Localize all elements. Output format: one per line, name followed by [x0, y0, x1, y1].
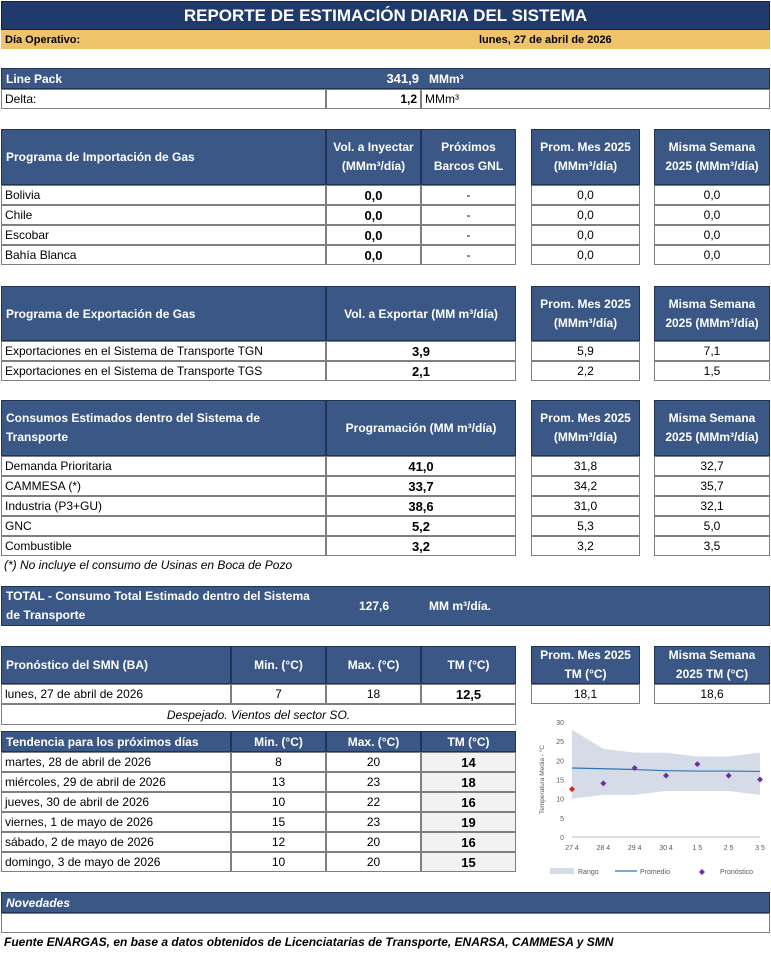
importacion-header: Programa de Importación de Gas	[1, 129, 326, 185]
x-tick-label: 3 5	[755, 845, 765, 852]
total-value: 127,6	[359, 599, 390, 613]
export-row-vol: 2,1	[326, 361, 516, 381]
tendencia-row-min: 12	[231, 832, 326, 852]
tendencia-row-tm: 15	[421, 852, 516, 872]
delta-unit: MMm³	[421, 89, 770, 109]
tendencia-row-min: 10	[231, 852, 326, 872]
consumo-row-sem: 32,1	[654, 496, 770, 516]
linepack-unit: MMm³	[429, 71, 464, 86]
y-tick-label: 25	[556, 739, 564, 747]
consumo-row-sem: 32,7	[654, 456, 770, 476]
linepack-label: Line Pack	[6, 71, 63, 86]
export-row-name: Exportaciones en el Sistema de Transporte TGN	[1, 341, 326, 361]
x-tick-label: 28 4	[596, 845, 611, 852]
dia-operativo-value: lunes, 27 de abril de 2026	[479, 33, 612, 46]
export-row-name: Exportaciones en el Sistema de Transporte TGS	[1, 361, 326, 381]
consumos-col-prog: Programación (MM m³/día)	[326, 400, 516, 456]
pronostico-header: Pronóstico del SMN (BA)	[1, 646, 231, 684]
pronostico-max: 18	[326, 684, 421, 704]
total-unit: MM m³/día.	[429, 599, 491, 613]
pronostico-sem: 18,6	[654, 684, 770, 704]
import-row-prom: 0,0	[531, 225, 640, 245]
tendencia-row-max: 22	[326, 792, 421, 812]
consumo-row-sem: 3,5	[654, 536, 770, 556]
linepack-value: 341,9	[386, 71, 419, 86]
import-row-vol: 0,0	[326, 185, 421, 205]
legend-pronostico-swatch	[699, 869, 705, 875]
novedades-header: Novedades	[1, 892, 770, 913]
pronostico-col-prom: Prom. Mes 2025 TM (°C)	[531, 646, 640, 684]
total-row	[1, 586, 770, 626]
exportacion-col-sem: Misma Semana 2025 (MMm³/día)	[654, 286, 770, 341]
export-row-sem: 7,1	[654, 341, 770, 361]
delta-value: 1,2	[326, 89, 421, 109]
import-row-vol: 0,0	[326, 205, 421, 225]
y-tick-label: 30	[556, 720, 564, 727]
consumos-col-sem: Misma Semana 2025 (MMm³/día)	[654, 400, 770, 456]
y-axis-label: Temperatura Media - °C	[539, 744, 546, 815]
export-row-vol: 3,9	[326, 341, 516, 361]
delta-label: Delta:	[1, 89, 326, 109]
export-row-sem: 1,5	[654, 361, 770, 381]
x-tick-label: 2 5	[723, 845, 734, 852]
consumo-row-vol: 41,0	[326, 456, 516, 476]
y-tick-label: 15	[556, 777, 564, 785]
import-row-sem: 0,0	[654, 245, 770, 265]
tendencia-row-tm: 18	[421, 772, 516, 792]
consumo-row-prom: 31,0	[531, 496, 640, 516]
consumo-row-name: CAMMESA (*)	[1, 476, 326, 496]
page-title: REPORTE DE ESTIMACIÓN DIARIA DEL SISTEMA	[1, 1, 770, 30]
consumo-row-prom: 31,8	[531, 456, 640, 476]
pronostico-desc: Despejado. Vientos del sector SO.	[1, 704, 516, 725]
tendencia-row-tm: 16	[421, 832, 516, 852]
exportacion-header: Programa de Exportación de Gas	[1, 286, 326, 341]
importacion-col-vol: Vol. a Inyectar (MMm³/día)	[326, 129, 421, 185]
tendencia-row-max: 23	[326, 772, 421, 792]
tendencia-row-max: 23	[326, 812, 421, 832]
y-tick-label: 0	[560, 835, 564, 842]
consumo-row-sem: 35,7	[654, 476, 770, 496]
tendencia-row-min: 13	[231, 772, 326, 792]
import-row-vol: 0,0	[326, 225, 421, 245]
tendencia-row-max: 20	[326, 852, 421, 872]
y-tick-label: 10	[556, 796, 564, 804]
legend-rango-label: Rango	[578, 869, 599, 876]
import-row-name: Chile	[1, 205, 326, 225]
import-row-prom: 0,0	[531, 205, 640, 225]
tendencia-row-date: miércoles, 29 de abril de 2026	[1, 772, 231, 792]
consumo-row-prom: 34,2	[531, 476, 640, 496]
pronostico-col-max: Max. (°C)	[326, 646, 421, 684]
tendencia-row-date: jueves, 30 de abril de 2026	[1, 792, 231, 812]
tendencia-col-max: Max. (°C)	[326, 731, 421, 752]
importacion-col-sem: Misma Semana 2025 (MMm³/día)	[654, 129, 770, 185]
consumo-row-vol: 3,2	[326, 536, 516, 556]
exportacion-col-prom: Prom. Mes 2025 (MMm³/día)	[531, 286, 640, 341]
exportacion-col-vol: Vol. a Exportar (MM m³/día)	[326, 286, 516, 341]
tendencia-row-min: 8	[231, 752, 326, 772]
dia-operativo-label: Día Operativo:	[5, 33, 81, 46]
pronostico-tm: 12,5	[421, 684, 516, 704]
consumos-header: Consumos Estimados dentro del Sistema de Transporte	[1, 400, 326, 456]
importacion-col-barcos: Próximos Barcos GNL	[421, 129, 516, 185]
tendencia-row-max: 20	[326, 752, 421, 772]
tendencia-col-min: Min. (°C)	[231, 731, 326, 752]
import-row-prom: 0,0	[531, 185, 640, 205]
tendencia-row-date: sábado, 2 de mayo de 2026	[1, 832, 231, 852]
consumo-row-name: Demanda Prioritaria	[1, 456, 326, 476]
temperature-chart	[530, 712, 770, 882]
tendencia-row-date: viernes, 1 de mayo de 2026	[1, 812, 231, 832]
y-tick-label: 5	[560, 815, 564, 823]
consumo-row-vol: 5,2	[326, 516, 516, 536]
import-row-barcos: -	[421, 185, 516, 205]
consumo-row-prom: 3,2	[531, 536, 640, 556]
consumo-row-vol: 38,6	[326, 496, 516, 516]
pronostico-col-tm: TM (°C)	[421, 646, 516, 684]
consumo-row-vol: 33,7	[326, 476, 516, 496]
x-tick-label: 30 4	[659, 845, 673, 852]
pronostico-min: 7	[231, 684, 326, 704]
pronostico-col-sem: Misma Semana 2025 TM (°C)	[654, 646, 770, 684]
consumo-row-name: Combustible	[1, 536, 326, 556]
import-row-name: Bahía Blanca	[1, 245, 326, 265]
import-row-sem: 0,0	[654, 205, 770, 225]
legend-rango-swatch	[550, 868, 574, 874]
consumo-row-name: Industria (P3+GU)	[1, 496, 326, 516]
import-row-prom: 0,0	[531, 245, 640, 265]
import-row-barcos: -	[421, 205, 516, 225]
pronostico-col-min: Min. (°C)	[231, 646, 326, 684]
tendencia-row-date: martes, 28 de abril de 2026	[1, 752, 231, 772]
importacion-col-prom: Prom. Mes 2025 (MMm³/día)	[531, 129, 640, 185]
legend-promedio-label: Promedio	[640, 869, 670, 876]
import-row-sem: 0,0	[654, 225, 770, 245]
fuente-note: Fuente ENARGAS, en base a datos obtenidos de Licenciatarias de Transporte, ENARSA, CAMMESA y SMN	[4, 935, 614, 949]
tendencia-row-min: 10	[231, 792, 326, 812]
tendencia-header: Tendencia para los próximos días	[1, 731, 231, 752]
pronostico-date: lunes, 27 de abril de 2026	[1, 684, 231, 704]
consumos-note: (*) No incluye el consumo de Usinas en Boca de Pozo	[4, 558, 293, 572]
import-row-barcos: -	[421, 225, 516, 245]
import-row-vol: 0,0	[326, 245, 421, 265]
total-label: TOTAL - Consumo Total Estimado dentro del Sistema de Transporte	[6, 589, 310, 622]
consumos-col-prom: Prom. Mes 2025 (MMm³/día)	[531, 400, 640, 456]
export-row-prom: 5,9	[531, 341, 640, 361]
import-row-barcos: -	[421, 245, 516, 265]
tendencia-row-tm: 19	[421, 812, 516, 832]
import-row-name: Escobar	[1, 225, 326, 245]
tendencia-row-max: 20	[326, 832, 421, 852]
legend-pronostico-label: Pronóstico	[720, 869, 754, 876]
export-row-prom: 2,2	[531, 361, 640, 381]
y-tick-label: 20	[556, 758, 564, 766]
rango-area	[572, 730, 760, 799]
x-tick-label: 1 5	[692, 845, 703, 852]
pronostico-prom: 18,1	[531, 684, 640, 704]
dia-operativo-bar	[1, 30, 770, 49]
consumo-row-sem: 5,0	[654, 516, 770, 536]
x-tick-label: 27 4	[565, 845, 579, 852]
import-row-sem: 0,0	[654, 185, 770, 205]
tendencia-row-date: domingo, 3 de mayo de 2026	[1, 852, 231, 872]
consumo-row-prom: 5,3	[531, 516, 640, 536]
import-row-name: Bolivia	[1, 185, 326, 205]
x-tick-label: 29 4	[627, 845, 642, 852]
linepack-row	[1, 68, 770, 89]
novedades-body	[1, 913, 770, 933]
tendencia-row-tm: 16	[421, 792, 516, 812]
tendencia-row-tm: 14	[421, 752, 516, 772]
tendencia-col-tm: TM (°C)	[421, 731, 516, 752]
tendencia-row-min: 15	[231, 812, 326, 832]
consumo-row-name: GNC	[1, 516, 326, 536]
